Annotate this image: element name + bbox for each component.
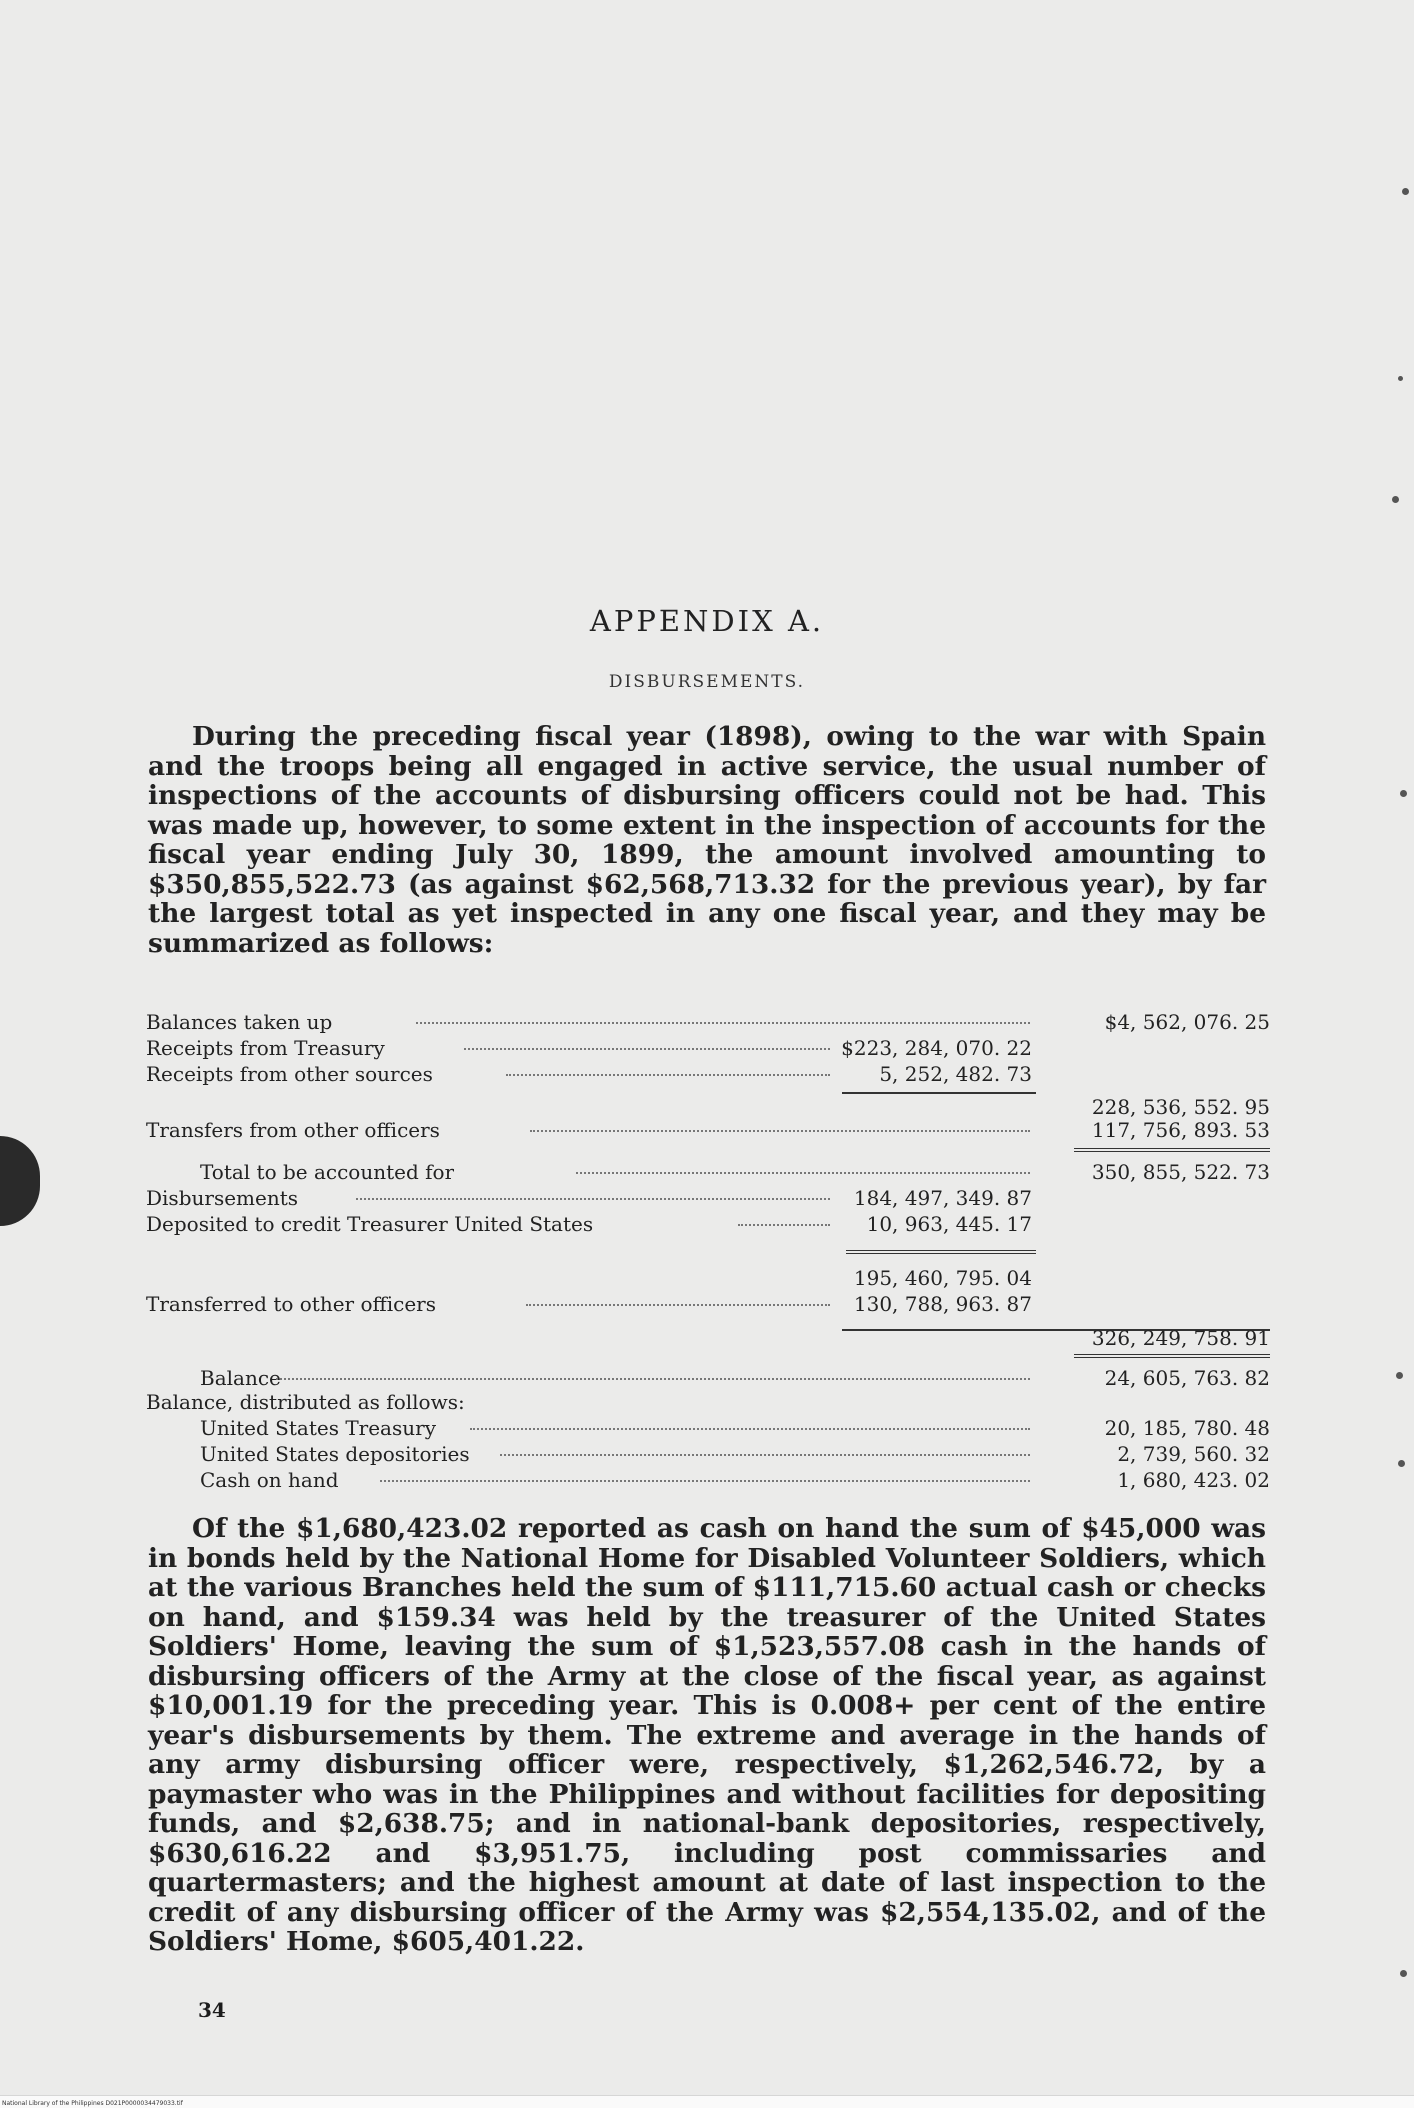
ledger-label: Transferred to other officers <box>146 1292 436 1316</box>
ledger-amount: 195, 460, 795. 04 <box>853 1266 1032 1290</box>
margin-speck <box>1400 1970 1407 1977</box>
ledger-total: 350, 855, 522. 73 <box>1091 1160 1270 1184</box>
ledger-row-balances-taken-up <box>146 1010 1270 1036</box>
leader-dots <box>380 1480 1030 1482</box>
margin-speck <box>1398 1460 1405 1467</box>
ledger-row-outgoing-total <box>146 1318 1270 1350</box>
leader-dots <box>500 1454 1030 1456</box>
ledger-label: Deposited to credit Treasurer United States <box>146 1212 594 1236</box>
scan-footer <box>0 2095 1414 2108</box>
ledger-amount: 130, 788, 963. 87 <box>853 1292 1032 1316</box>
ledger-label: United States Treasury <box>200 1416 436 1440</box>
ledger-total: 117, 756, 893. 53 <box>1091 1118 1270 1142</box>
ledger-row-cash-on-hand <box>146 1468 1270 1494</box>
scan-footer-text: National Library of the Philippines D021P0000034479033.tif <box>2 2100 183 2107</box>
ledger-label: United States depositories <box>200 1442 470 1466</box>
closing-text: Of the $1,680,423.02 reported as cash on hand the sum of $45,000 was in bonds held by the National Home for Disabled Volunteer Soldiers, which at the various Branches held the sum of $111,715.60 actual cash or checks on hand, and $159.34 was held by the treasurer of the United States Soldiers' Home, leaving the sum of $1,523,557.08 cash in the hands of disbursing officers of the Army at the close of the fiscal year, as against $10,001.19 for the preceding year. This is 0.008+ per cent of the entire year's disbursements by them. The extreme and average in the hands of any army disbursing officer were, respectively, $1,262,546.72, by a paymaster who was in the Philippines and without facilities for depositing funds, and $2,638.75; and in national-bank depositories, respectively, $630,616.22 and $3,951.75, including post commissaries and quartermasters; and the highest amount at date of last inspection to the credit of any disbursing officer of the Army was $2,554,135.02, and of the Soldiers' Home, $605,401.22. <box>148 1513 1266 1957</box>
section-title: DISBURSEMENTS. <box>608 672 806 692</box>
ledger-label: Balances taken up <box>146 1010 333 1034</box>
ledger-total: 20, 185, 780. 48 <box>1104 1416 1270 1440</box>
ledger-total: 326, 249, 758. 91 <box>1091 1326 1270 1350</box>
ledger-row-total-accounted <box>146 1160 1270 1186</box>
ledger-total: 24, 605, 763. 82 <box>1104 1366 1270 1390</box>
leader-dots <box>506 1074 830 1076</box>
leader-dots <box>576 1172 1030 1174</box>
ledger-row-balance-distributed <box>146 1390 1270 1416</box>
ledger-total: 1, 680, 423. 02 <box>1117 1468 1270 1492</box>
ledger-label: Transfers from other officers <box>146 1118 440 1142</box>
ledger-label: Balance, distributed as follows: <box>146 1390 465 1414</box>
ledger-label: Total to be accounted for <box>200 1160 455 1184</box>
ledger-row-transfers-from <box>146 1118 1270 1144</box>
leader-dots <box>276 1378 1030 1380</box>
leader-dots <box>738 1224 830 1226</box>
ledger-total: $4, 562, 076. 25 <box>1104 1010 1270 1034</box>
margin-speck <box>1396 1372 1403 1379</box>
ledger-row-receipts-other <box>146 1062 1270 1088</box>
ledger-row-deposited <box>146 1212 1270 1238</box>
page-number: 34 <box>198 1998 226 2022</box>
margin-speck <box>1402 188 1409 195</box>
leader-dots <box>470 1428 1030 1430</box>
ledger-label: Cash on hand <box>200 1468 339 1492</box>
intro-text: During the preceding fiscal year (1898), owing to the war with Spain and the troops being all engaged in active service, the usual number of inspections of the accounts of disbursing officers could not be had. This was made up, however, to some extent in the inspection of accounts for the fiscal year ending July 30, 1899, the amount involved amounting to $350,855,522.73 (as against $62,568,713.32 for the previous year), by far the largest total as yet inspected in any one fiscal year, and they may be summarized as follows: <box>148 721 1266 959</box>
ledger-row-transferred-to <box>146 1292 1270 1318</box>
ledger-label: Disbursements <box>146 1186 299 1210</box>
subtotal-rule <box>846 1250 1036 1254</box>
ledger-amount: 10, 963, 445. 17 <box>866 1212 1032 1236</box>
ledger-amount: 184, 497, 349. 87 <box>853 1186 1032 1210</box>
margin-speck <box>1392 496 1399 503</box>
appendix-title: APPENDIX A. <box>589 604 825 638</box>
ledger-row-receipts-treasury <box>146 1036 1270 1062</box>
closing-paragraph <box>148 1514 1266 1957</box>
ledger-label: Receipts from other sources <box>146 1062 433 1086</box>
margin-speck <box>1398 376 1403 381</box>
thumb-shadow <box>0 1136 40 1226</box>
ledger-amount: $223, 284, 070. 22 <box>841 1036 1032 1060</box>
leader-dots <box>526 1304 830 1306</box>
ledger-amount: 5, 252, 482. 73 <box>879 1062 1032 1086</box>
margin-speck <box>1400 790 1407 797</box>
leader-dots <box>464 1048 830 1050</box>
total-rule <box>1074 1354 1270 1358</box>
intro-paragraph <box>148 722 1266 958</box>
leader-dots <box>356 1198 830 1200</box>
ledger-total: 228, 536, 552. 95 <box>1091 1095 1270 1119</box>
ledger-label: Balance <box>200 1366 281 1390</box>
ledger-row-balance <box>146 1366 1270 1392</box>
leader-dots <box>416 1022 1030 1024</box>
ledger-row-subtotal <box>146 1266 1270 1292</box>
leader-dots <box>530 1130 1030 1132</box>
ledger-row-us-depositories <box>146 1442 1270 1468</box>
ledger-row-disbursements <box>146 1186 1270 1212</box>
ledger-total: 2, 739, 560. 32 <box>1117 1442 1270 1466</box>
ledger-row-us-treasury <box>146 1416 1270 1442</box>
ledger-label: Receipts from Treasury <box>146 1036 385 1060</box>
column-rule <box>842 1092 1036 1094</box>
total-rule <box>1074 1148 1270 1152</box>
